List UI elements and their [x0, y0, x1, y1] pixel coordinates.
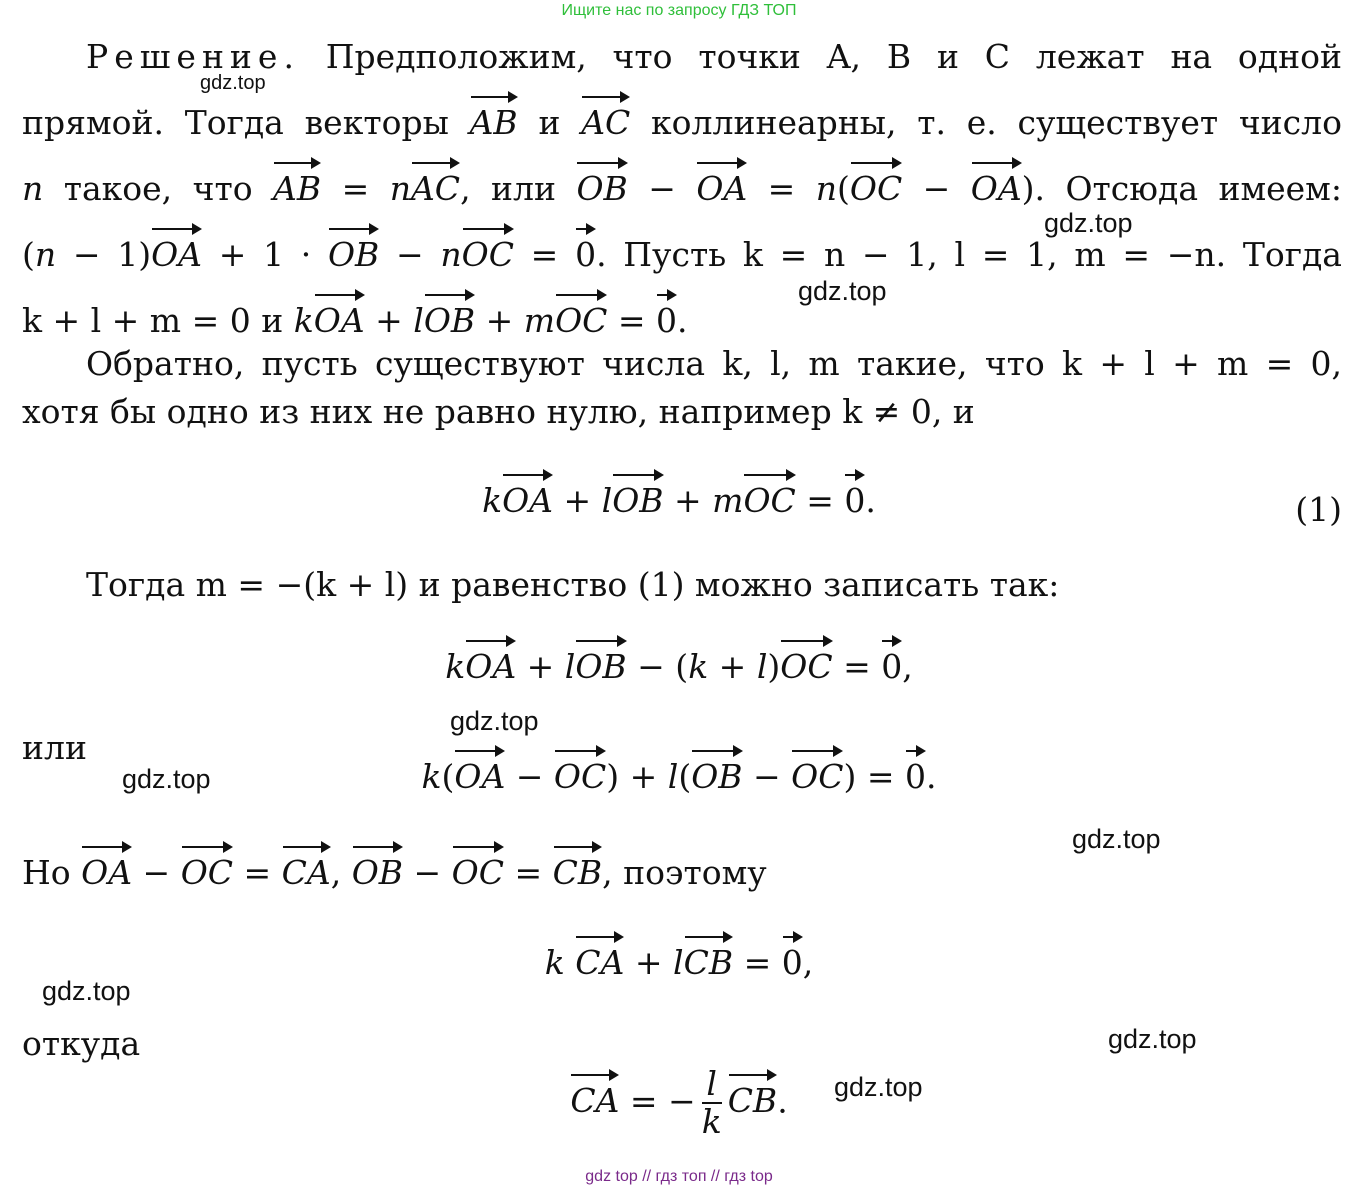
vector-ab: AB — [470, 92, 518, 139]
line-5: k + l + m = 0 и kOA + lOB + mOC = 0. — [22, 288, 1342, 354]
line-3-text-c: . Отсюда имеем: — [1034, 169, 1342, 208]
solution-paragraph-3 — [22, 552, 1342, 618]
watermark-7: gdz.top — [42, 976, 131, 1006]
but-line: Но OA − OC = CA, OB − OC = CB, поэтому — [22, 840, 1342, 906]
equation-number: (1) — [1295, 490, 1342, 529]
vector-ac: AC — [581, 92, 630, 139]
equation-5: CA = − $\frac{l}{k}$ CB. — [570, 1064, 788, 1142]
equation-2: kOA + lOB − (k + l)OC = 0, — [0, 636, 1358, 686]
p3-line: Тогда m = −(k + l) и равенство (1) можно записать так: — [86, 565, 1060, 604]
watermark-2: gdz.top — [1044, 208, 1133, 238]
top-banner: Ищите нас по запросу ГДЗ ТОП — [561, 2, 797, 19]
line-2 — [22, 90, 1342, 156]
line-2-text-c: коллинеарны, т. е. существует число — [651, 103, 1342, 142]
watermark-3: gdz.top — [798, 276, 887, 306]
watermark-4: gdz.top — [450, 706, 539, 736]
but-tail: , поэтому — [602, 853, 767, 892]
watermark-5: gdz.top — [122, 764, 211, 794]
line-2-text-a: прямой. Тогда векторы — [22, 103, 449, 142]
but-word: Но — [22, 853, 71, 892]
line-4: (n − 1)OA + 1 · OB − nOC = 0. Пусть k = n − 1, l = 1, m = −n. Тогда — [22, 222, 1342, 288]
line-3-text-b: , или — [460, 169, 556, 208]
solution-paragraph-2 — [22, 340, 1342, 436]
word-or: или — [22, 728, 87, 767]
watermark-6: gdz.top — [1072, 824, 1161, 854]
watermark-1: gdz.top — [200, 72, 266, 94]
line-1-text: Предположим, что точки A, B и C лежат на одной — [325, 37, 1342, 76]
equation-3: k(OA − OC) + l(OB − OC) = 0. — [0, 746, 1358, 796]
line-5-text: k + l + m = 0 и — [22, 301, 284, 340]
p2-line-1: Обратно, пусть существуют числа k, l, m такие, что k + l + m = 0, — [86, 344, 1342, 383]
equation-1: kOA + lOB + mOC = 0. — [0, 470, 1358, 520]
line-3: n такое, что AB = nAC, или OB − OA = n(OC − OA). Отсюда имеем: — [22, 156, 1342, 222]
line-3-text-a: такое, что — [63, 169, 253, 208]
fraction-l-over-k: $\frac{l}{k}$ — [701, 1064, 722, 1142]
footer-links: gdz top // гдз топ // гдз top — [585, 1168, 773, 1185]
equation-4: k CA + lCB = 0, — [0, 932, 1358, 982]
solution-heading: Решение. — [86, 37, 300, 76]
watermark-8: gdz.top — [1108, 1024, 1197, 1054]
line-2-text-b: и — [538, 103, 561, 142]
line-4-text: . Пусть k = n − 1, l = 1, m = −n. Тогда — [596, 235, 1342, 274]
watermark-9: gdz.top — [834, 1072, 923, 1102]
p2-line-2: хотя бы одно из них не равно нулю, например k ≠ 0, и — [22, 392, 975, 431]
word-whence: откуда — [22, 1024, 141, 1063]
